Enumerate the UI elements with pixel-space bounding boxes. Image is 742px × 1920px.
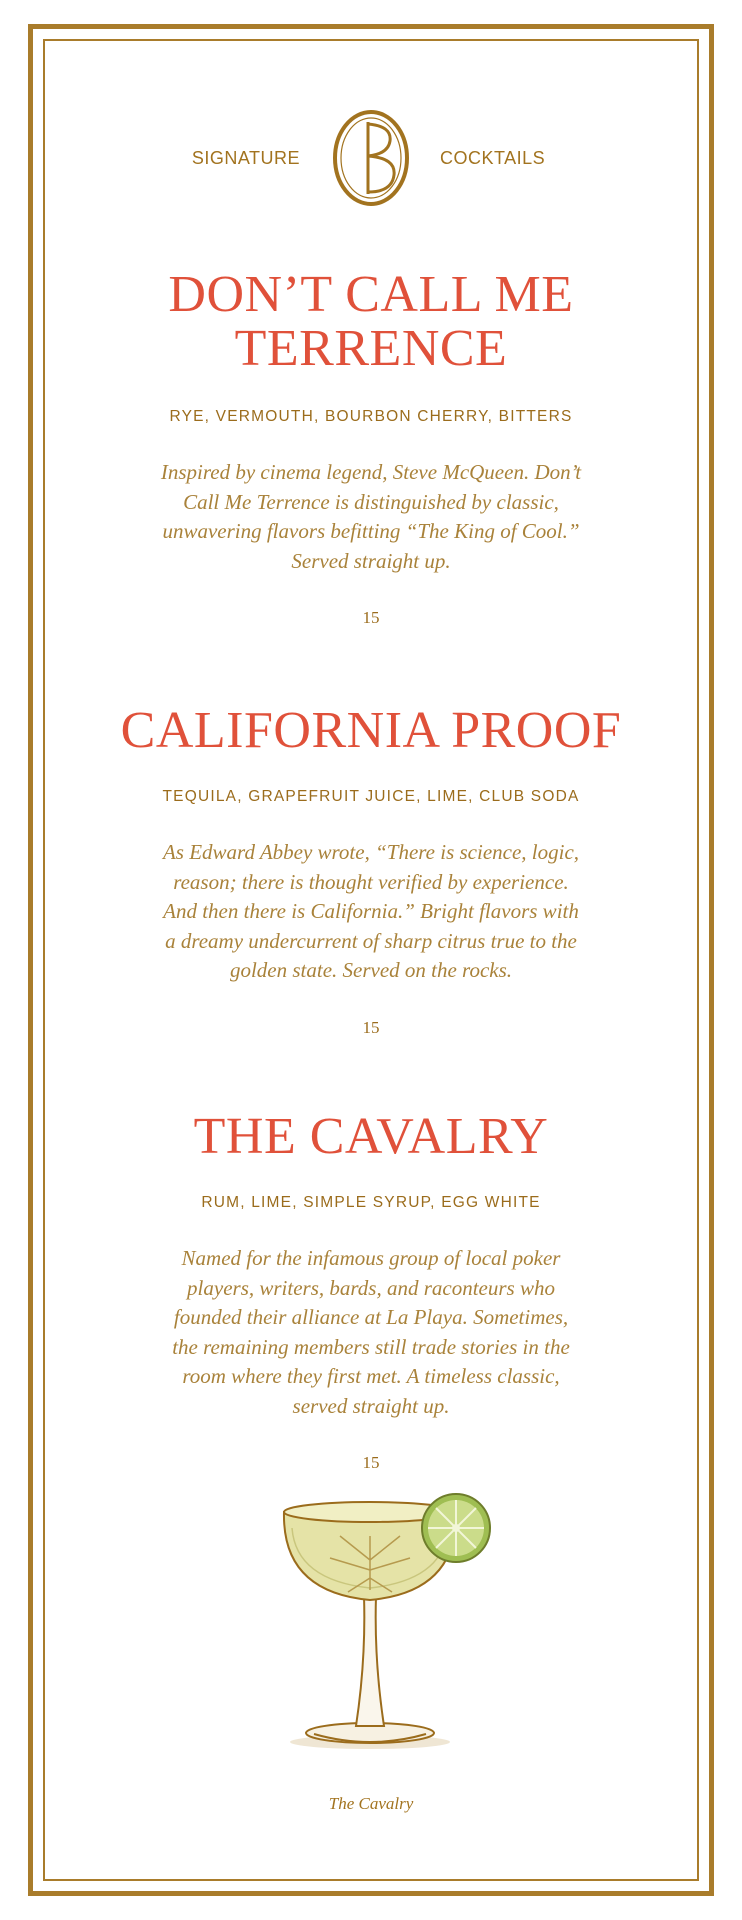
cocktail-name-line: THE CAVALRY [193,1108,549,1165]
description-line: Served straight up. [291,548,451,573]
cocktail-ingredients: RYE, VERMOUTH, BOURBON CHERRY, BITTERS [169,408,573,425]
cocktail-name [110,704,632,758]
description-line: Inspired by cinema legend, Steve McQueen. Don’t [160,460,582,484]
cocktail-name [110,268,632,376]
description-line: unwavering flavors befitting “The King of Cool.” [162,519,580,543]
description-line: Named for the infamous group of local poker [181,1246,561,1270]
description-line: room where they first met. A timeless classic, [182,1364,560,1388]
cocktail-dont-call-me-terrence [110,268,632,628]
description-line: As Edward Abbey wrote, “There is science, logic, [162,840,580,864]
cocktail-ingredients: RUM, LIME, SIMPLE SYRUP, EGG WHITE [201,1194,541,1211]
cocktail-name-line: TERRENCE [234,320,508,377]
description-line: a dreamy undercurrent of sharp citrus true to the [165,928,577,953]
header-signature-label: SIGNATURE [191,148,300,168]
cocktail-description [110,458,632,576]
cocktail-ingredients: TEQUILA, GRAPEFRUIT JUICE, LIME, CLUB SODA [162,788,580,805]
cocktail-description [110,1244,632,1421]
cocktail-california-proof [110,704,632,1038]
coupe-glass-lime-icon [270,1450,520,1750]
description-line: golden state. Served on the rocks. [229,958,513,982]
description-line: players, writers, bards, and raconteurs who [187,1275,555,1300]
cocktail-price: 15 [362,1453,380,1472]
description-line: Call Me Terrence is distinguished by classic, [183,489,559,514]
description-line: reason; there is thought verified by experience. [173,869,569,894]
description-line: founded their alliance at La Playa. Sometimes, [173,1305,569,1329]
cocktail-description [110,838,632,986]
cocktail-name-line: CALIFORNIA PROOF [120,702,622,759]
menu-header [0,108,742,208]
cocktail-the-cavalry [110,1110,632,1473]
cocktail-name-line: DON’T CALL ME [168,266,574,323]
header-cocktails-label: COCKTAILS [440,148,546,168]
description-line: served straight up. [292,1393,450,1418]
ob-monogram-icon [326,108,416,208]
description-line: And then there is California.” Bright flavors with [163,899,579,923]
cocktail-price: 15 [362,1017,380,1037]
illustration-caption: The Cavalry [328,1794,414,1813]
cocktail-name [110,1110,632,1164]
description-line: the remaining members still trade stories in the [172,1334,570,1359]
cocktail-price: 15 [362,608,380,627]
